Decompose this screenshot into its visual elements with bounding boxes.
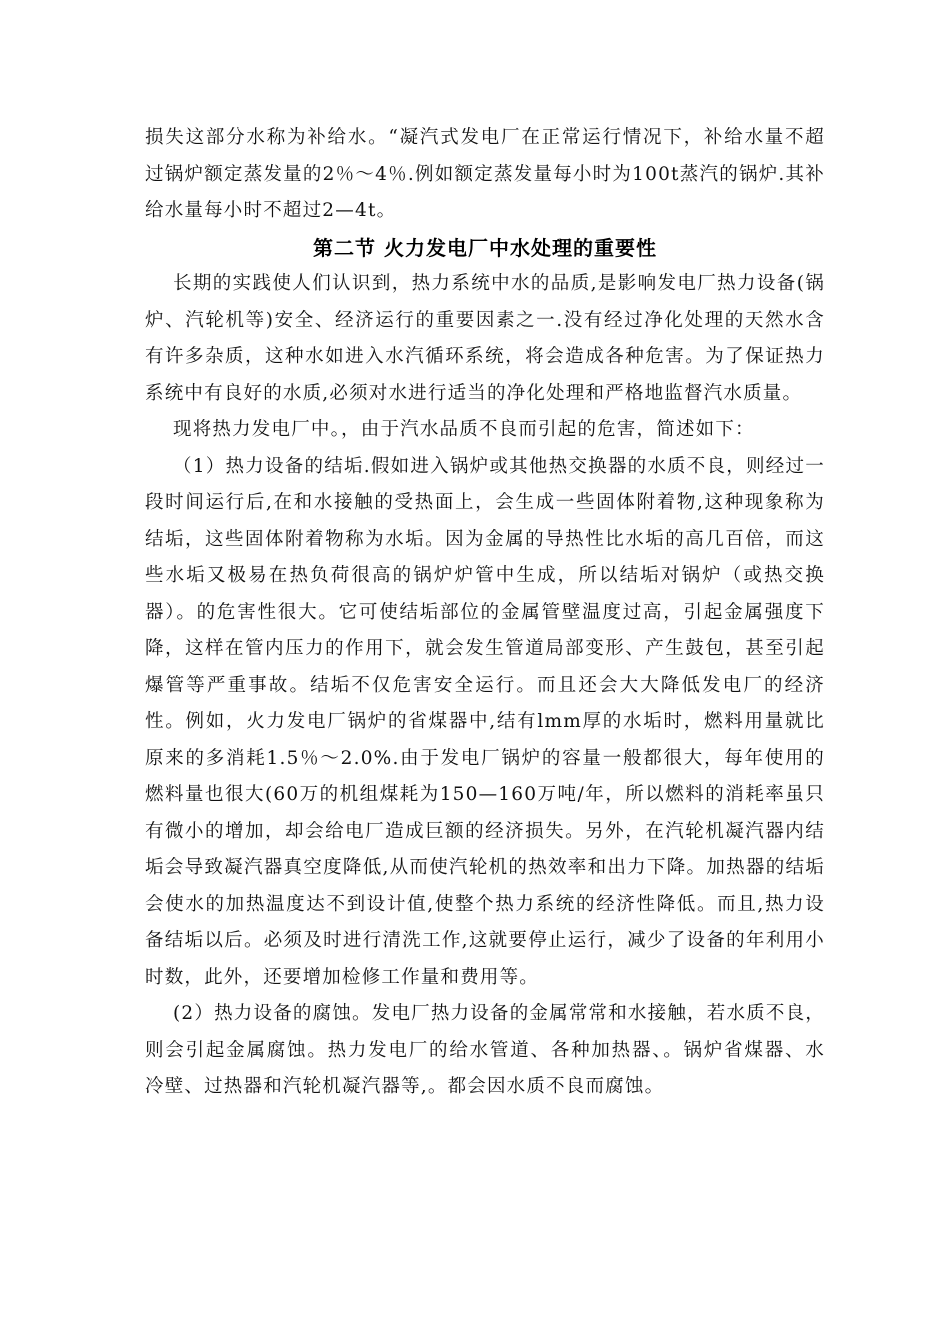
section-title: 第二节 火力发电厂中水处理的重要性 [313, 235, 657, 260]
paragraph-scaling: （1）热力设备的结垢.假如进入锅炉或其他热交换器的水质不良，则经过一段时间运行后,在和水接触的受热面上，会生成一些固体附着物,这种现象称为结垢，这些固体附着物称为水垢。因为金属的导热性比水垢的高几百倍，而这些水垢又极易在热负荷很高的锅炉炉管中生成，所以结垢对锅炉（或热交换器）。的危害性很大。它可使结垢部位的金属管壁温度过高，引起金属强度下降，这样在管内压力的作用下，就会发生管道局部变形、产生鼓包，甚至引起爆管等严重事故。结垢不仅危害安全运行。而且还会大大降低发电厂的经济性。例如，火力发电厂锅炉的省煤器中,结有lmm厚的水垢时，燃料用量就比原来的多消耗1.5％～2.0%.由于发电厂锅炉的容量一般都很大，每年使用的燃料量也很大(60万的机组煤耗为150—160万吨/年，所以燃料的消耗率虽只有微小的增加，却会给电厂造成巨额的经济损失。另外，在汽轮机凝汽器内结垢会导致凝汽器真空度降低,从而使汽轮机的热效率和出力下降。加热器的结垢会使水的加热温度达不到设计值,使整个热力系统的经济性降低。而且,热力设备结垢以后。必须及时进行清洗工作,这就要停止运行，减少了设备的年利用小时数，此外，还要增加检修工作量和费用等。 [145, 455, 825, 988]
intro-paragraph: 损失这部分水称为补给水。“凝汽式发电厂在正常运行情况下，补给水量不超过锅炉额定蒸发量的2％～4％.例如额定蒸发量每小时为100t蒸汽的锅炉.其补给水量每小时不超过2—4t。 [145, 127, 825, 221]
paragraph-corrosion: (2）热力设备的腐蚀。发电厂热力设备的金属常常和水接触，若水质不良，则会引起金属腐蚀。热力发电厂的给水管道、各种加热器、。锅炉省煤器、水冷壁、过热器和汽轮机凝汽器等,。都会因水质不良而腐蚀。 [145, 1003, 825, 1097]
document-body [145, 120, 825, 1106]
paragraph-hazards-intro: 现将热力发电厂中。，由于汽水品质不良而引起的危害，简述如下： [173, 419, 755, 440]
paragraph-importance: 长期的实践使人们认识到，热力系统中水的品质,是影响发电厂热力设备(锅炉、汽轮机等)安全、经济运行的重要因素之一.没有经过净化处理的天然水含有许多杂质，这种水如进入水汽循环系统，将会造成各种危害。为了保证热力系统中有良好的水质,必须对水进行适当的净化处理和严格地监督汽水质量。 [145, 273, 825, 404]
